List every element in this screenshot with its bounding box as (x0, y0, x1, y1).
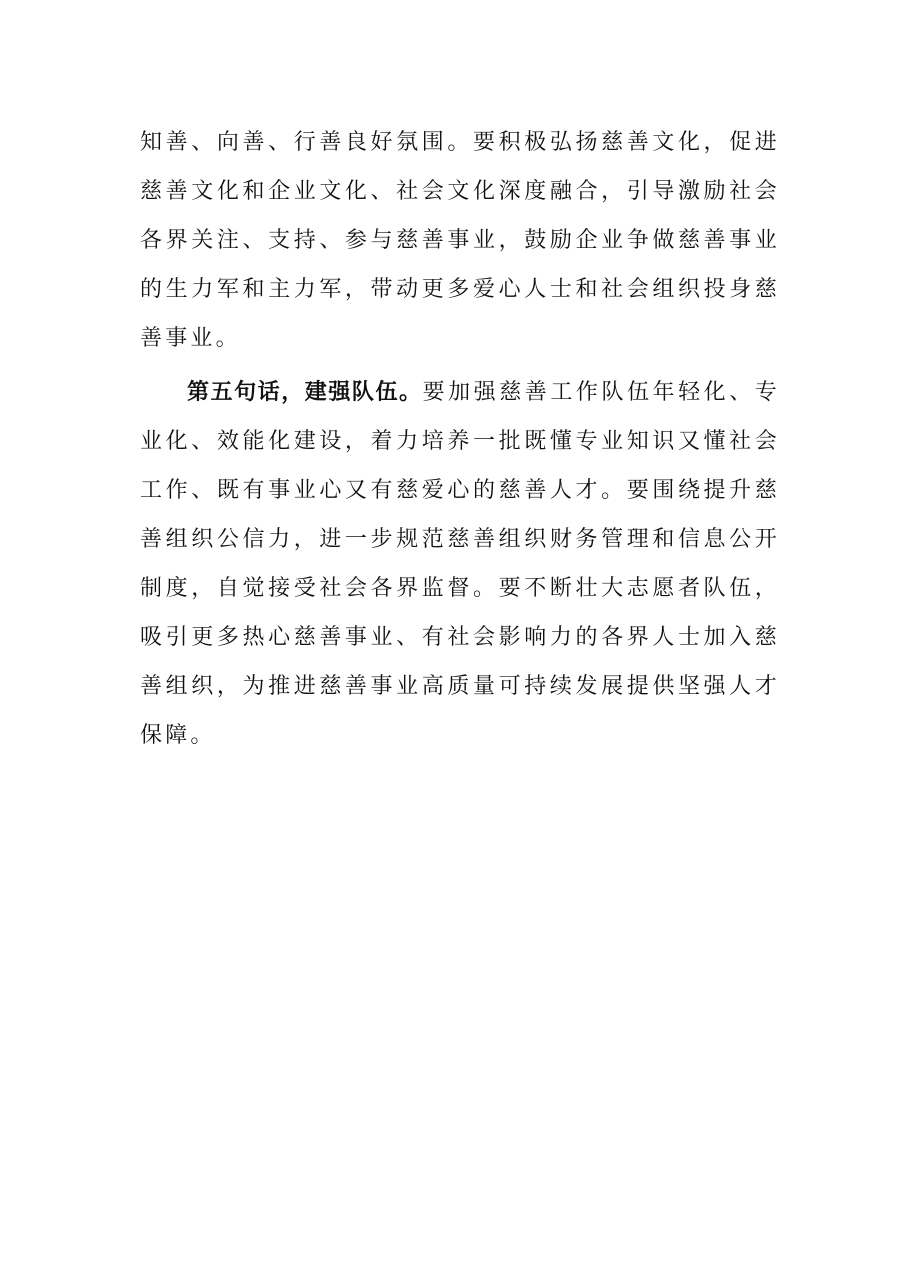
paragraph-lead-heading: 第五句话，建强队伍。 (187, 380, 423, 405)
paragraph-text: 知善、向善、行善良好氛围。要积极弘扬慈善文化，促进慈善文化和企业文化、社会文化深度融合，引导激励社会各界关注、支持、参与慈善事业，鼓励企业争做慈善事业的生力军和主力军，带动更多爱心人士和社会组织投身慈善事业。 (140, 130, 780, 351)
paragraph-continued (140, 118, 780, 363)
paragraph-fifth-point (140, 368, 780, 760)
paragraph-text: 要加强慈善工作队伍年轻化、专业化、效能化建设，着力培养一批既懂专业知识又懂社会工作、既有事业心又有慈爱心的慈善人才。要围绕提升慈善组织公信力，进一步规范慈善组织财务管理和信息公开制度，自觉接受社会各界监督。要不断壮大志愿者队伍，吸引更多热心慈善事业、有社会影响力的各界人士加入慈善组织，为推进慈善事业高质量可持续发展提供坚强人才保障。 (140, 380, 780, 748)
